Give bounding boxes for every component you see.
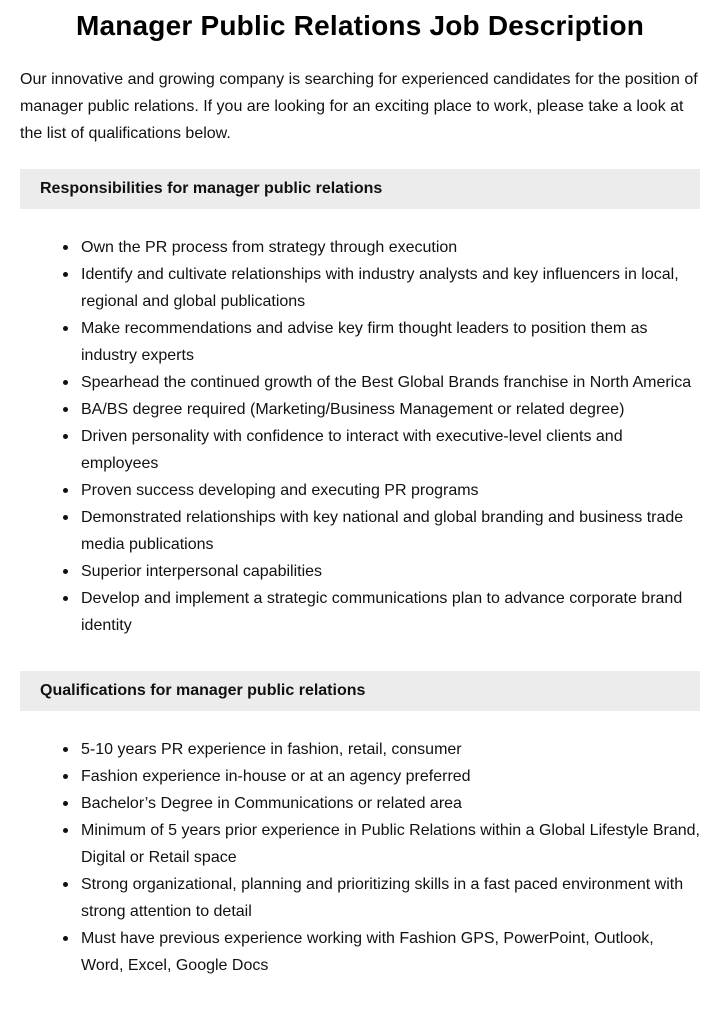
page-title: Manager Public Relations Job Description <box>75 10 645 41</box>
list-item: Bachelor’s Degree in Communications or related area <box>62 790 700 817</box>
list-item: Minimum of 5 years prior experience in Public Relations within a Global Lifestyle Brand, Digital or Retail space <box>62 817 700 871</box>
list-item: Superior interpersonal capabilities <box>62 558 700 585</box>
list-item: Make recommendations and advise key firm thought leaders to position them as industry experts <box>62 315 700 369</box>
list-item: Fashion experience in-house or at an agency preferred <box>62 763 700 790</box>
responsibilities-section <box>20 169 700 639</box>
list-item: Strong organizational, planning and prioritizing skills in a fast paced environment with strong attention to detail <box>62 871 700 925</box>
list-item: 5-10 years PR experience in fashion, retail, consumer <box>62 736 700 763</box>
list-item: Demonstrated relationships with key national and global branding and business trade media publications <box>62 504 700 558</box>
list-item: Develop and implement a strategic communications plan to advance corporate brand identity <box>62 585 700 639</box>
list-item: Own the PR process from strategy through execution <box>62 234 700 261</box>
list-item: Must have previous experience working with Fashion GPS, PowerPoint, Outlook, Word, Excel, Google Docs <box>62 925 700 979</box>
list-item: Driven personality with confidence to interact with executive-level clients and employees <box>62 423 700 477</box>
qualifications-list <box>20 736 700 979</box>
intro-paragraph: Our innovative and growing company is searching for experienced candidates for the position of manager public relations. If you are looking for an exciting place to work, please take a look at the list of qualifications below. <box>20 71 698 143</box>
list-item: Identify and cultivate relationships with industry analysts and key influencers in local, regional and global publications <box>62 261 700 315</box>
list-item: BA/BS degree required (Marketing/Business Management or related degree) <box>62 396 700 423</box>
qualifications-section <box>20 671 700 979</box>
responsibilities-list <box>20 234 700 639</box>
list-item: Spearhead the continued growth of the Best Global Brands franchise in North America <box>62 369 700 396</box>
list-item: Proven success developing and executing PR programs <box>62 477 700 504</box>
section-heading-responsibilities: Responsibilities for manager public relations <box>20 169 700 209</box>
section-heading-qualifications: Qualifications for manager public relations <box>20 671 700 711</box>
